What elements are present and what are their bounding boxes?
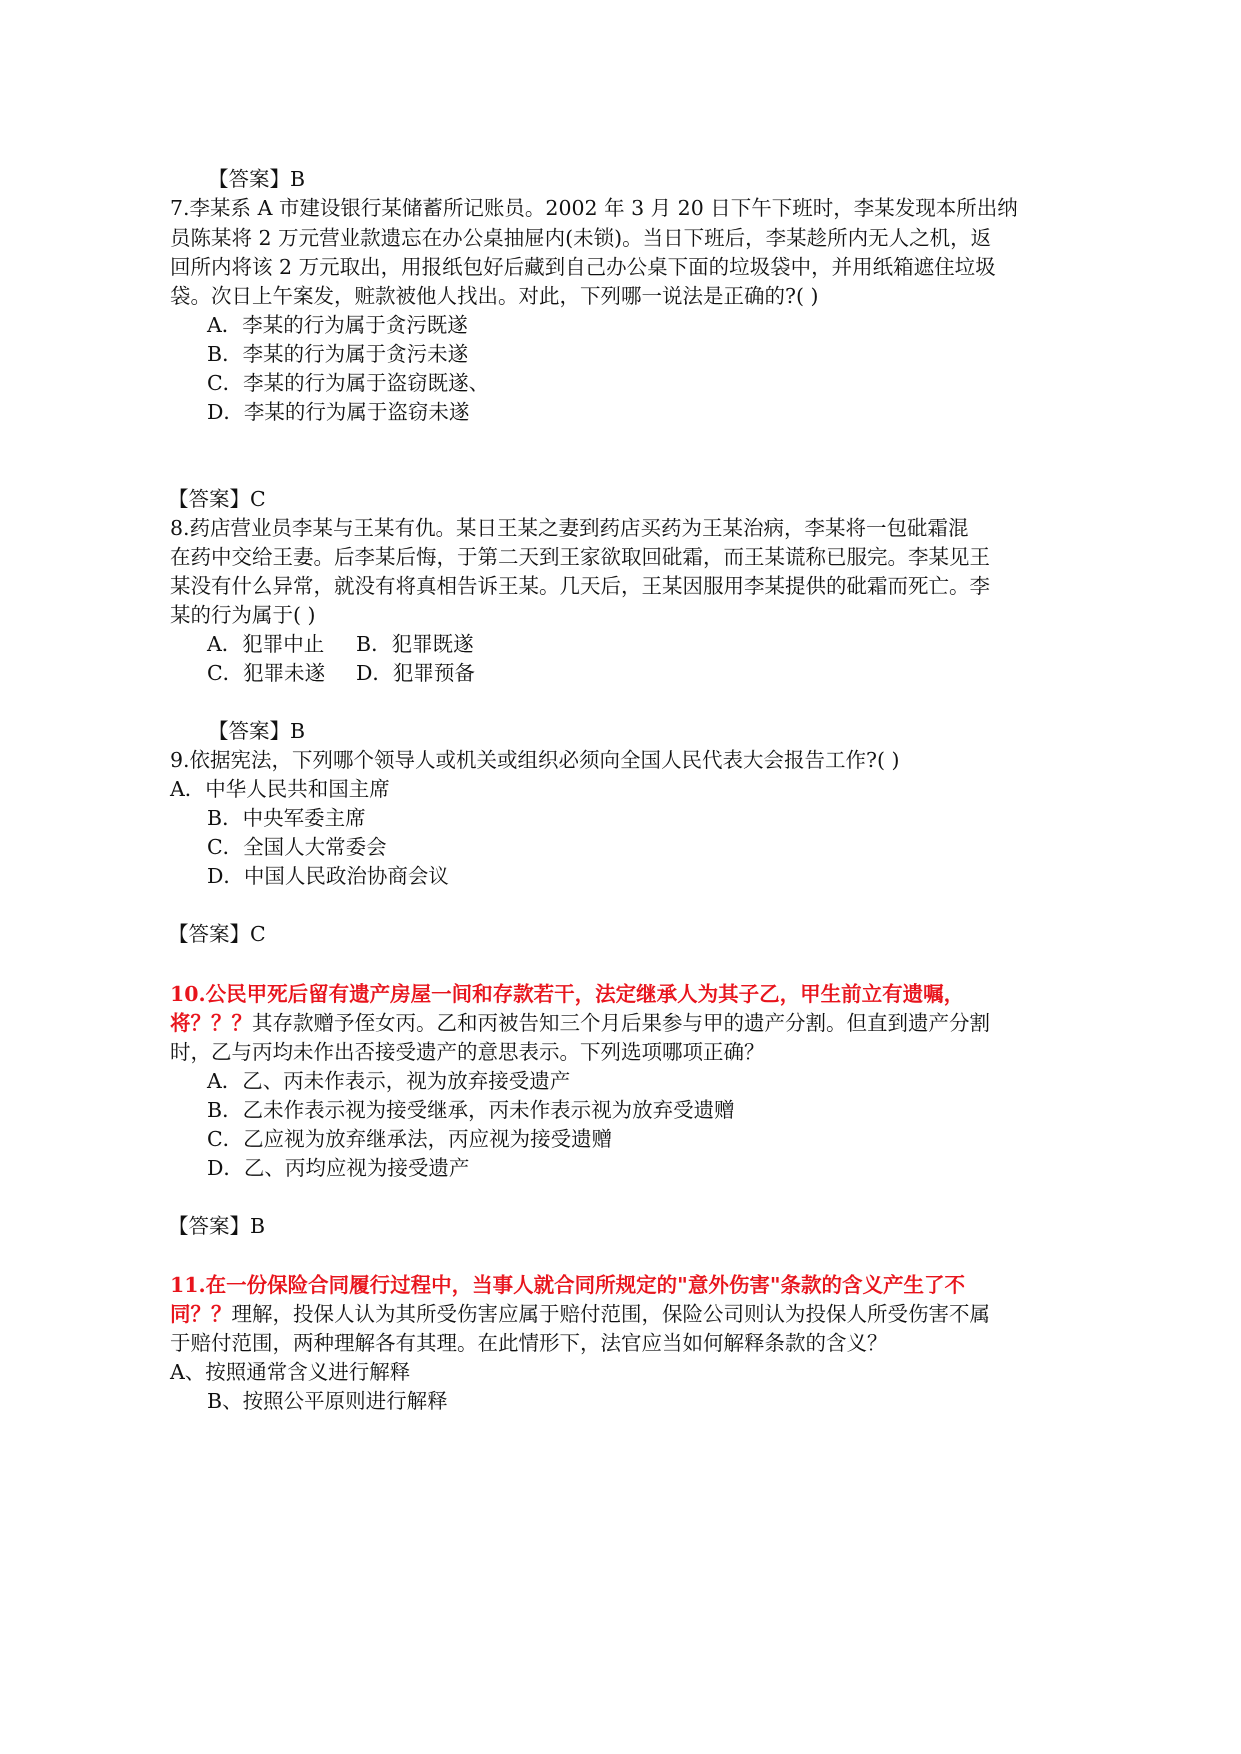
- question-text-line: 某没有什么异常，就没有将真相告诉王某。几天后，王某因服用李某提供的砒霜而死亡。李: [170, 574, 990, 598]
- question-text-line: [170, 1008, 990, 1038]
- answer-q9: 【答案】C: [168, 922, 266, 946]
- question-text-line: 袋。次日上午案发，赃款被他人找出。对此，下列哪一说法是正确的?( ): [170, 284, 819, 308]
- option-b: B．李某的行为属于贪污未遂: [207, 342, 469, 366]
- question-text-line: 8.药店营业员李某与王某有仇。某日王某之妻到药店买药为王某治病，李某将一包砒霜混: [170, 516, 969, 540]
- question-text-line: 7.李某系 A 市建设银行某储蓄所记账员。2002 年 3 月 20 日下午下班时，李某发现本所出纳: [170, 196, 1018, 220]
- question-text-line: 员陈某将 2 万元营业款遗忘在办公桌抽屉内(未锁)。当日下班后，李某趁所内无人之机，返: [170, 226, 992, 250]
- option-b: B．中央军委主席: [207, 806, 366, 830]
- option-c: C．李某的行为属于盗窃既遂、: [207, 371, 490, 395]
- question-text-line: 于赔付范围，两种理解各有其理。在此情形下，法官应当如何解释条款的含义？: [170, 1331, 888, 1355]
- option-d: D．犯罪预备: [356, 661, 475, 685]
- option-c: C．犯罪未遂: [207, 661, 326, 685]
- question-text-line: 在药中交给王妻。后李某后悔，于第二天到王家欲取回砒霜，而王某谎称已服完。李某见王: [170, 545, 990, 569]
- question-text-line-highlight: 10.公民甲死后留有遗产房屋一间和存款若干，法定继承人为其子乙，甲生前立有遗嘱，: [170, 982, 965, 1006]
- question-text: 其存款赠予侄女丙。乙和丙被告知三个月后果参与甲的遗产分割。但直到遗产分割: [252, 1011, 990, 1035]
- option-d: D．乙、丙均应视为接受遗产: [207, 1156, 470, 1180]
- option-a: A．李某的行为属于贪污既遂: [207, 313, 468, 337]
- option-c: C．全国人大常委会: [207, 835, 387, 859]
- option-b: B．乙未作表示视为接受继承，丙未作表示视为放弃受遗赠: [207, 1098, 735, 1122]
- question-text-highlight: 同？？: [170, 1302, 232, 1326]
- option-a: A、按照通常含义进行解释: [170, 1360, 411, 1384]
- option-b: B、按照公平原则进行解释: [207, 1389, 448, 1413]
- answer-q8: 【答案】B: [208, 719, 306, 743]
- option-d: D．李某的行为属于盗窃未遂: [207, 400, 470, 424]
- question-text-highlight: 将？？？: [170, 1011, 252, 1035]
- option-c: C．乙应视为放弃继承法，丙应视为接受遗赠: [207, 1127, 613, 1151]
- answer-q10: 【答案】B: [168, 1214, 266, 1238]
- option-a: A．中华人民共和国主席: [170, 777, 390, 801]
- question-text-line: [170, 1299, 990, 1329]
- question-text-line-highlight: 11.在一份保险合同履行过程中，当事人就合同所规定的"意外伤害"条款的含义产生了不: [170, 1273, 966, 1297]
- question-text: 理解，投保人认为其所受伤害应属于赔付范围，保险公司则认为投保人所受伤害不属: [231, 1302, 990, 1326]
- option-d: D．中国人民政治协商会议: [207, 864, 449, 888]
- question-text-line: 9.依据宪法，下列哪个领导人或机关或组织必须向全国人民代表大会报告工作?( ): [170, 748, 900, 772]
- option-a: A．犯罪中止: [207, 632, 325, 656]
- question-text-line: 某的行为属于( ): [170, 603, 316, 627]
- option-b: B．犯罪既遂: [356, 632, 474, 656]
- option-a: A．乙、丙未作表示，视为放弃接受遗产: [207, 1069, 571, 1093]
- answer-q6: 【答案】B: [208, 167, 306, 191]
- answer-q7: 【答案】C: [168, 487, 266, 511]
- question-text-line: 时，乙与丙均未作出否接受遗产的意思表示。下列选项哪项正确？: [170, 1040, 765, 1064]
- question-text-line: 回所内将该 2 万元取出，用报纸包好后藏到自己办公桌下面的垃圾袋中，并用纸箱遮住垃圾: [170, 255, 996, 279]
